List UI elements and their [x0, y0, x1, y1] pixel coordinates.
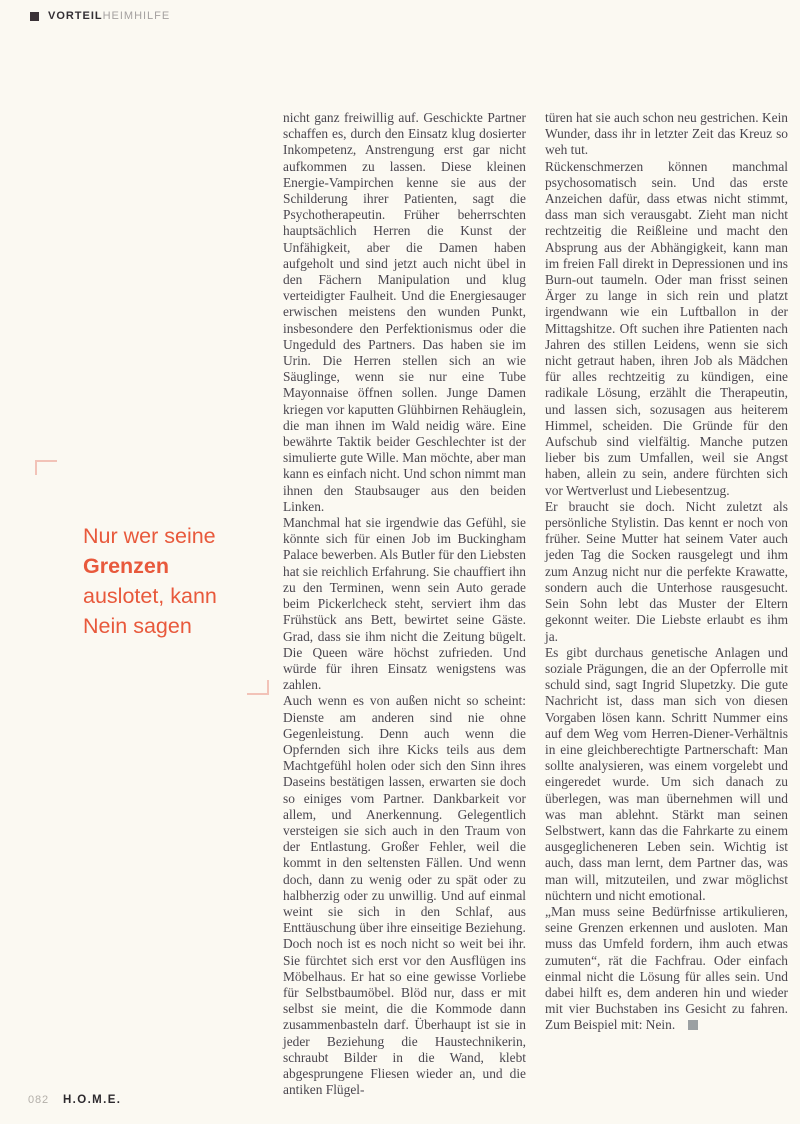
text-column-1: [283, 110, 526, 1098]
page-footer: [28, 1094, 121, 1106]
end-of-article-icon: [688, 1020, 698, 1030]
pull-quote: [83, 521, 273, 641]
header-square-icon: [30, 12, 39, 21]
magazine-title: H.O.M.E.: [63, 1094, 122, 1106]
pull-quote-line-bold: Grenzen: [83, 554, 170, 578]
pull-quote-line: Nur wer seine: [83, 524, 216, 548]
pull-quote-line: auslotet, kann: [83, 584, 217, 608]
page-number: 082: [28, 1094, 49, 1106]
paragraph: Manchmal hat sie irgendwie das Gefühl, sie könnte sich für einen Job im Buckingham Palace bewerben. Als Butler für den Liebsten hat sie reichlich Erfahrung. Sie chauffiert ihn zu den Terminen, wenn sein Auto gerade beim Pickerlcheck steht, serviert ihm das Frühstück ans Bett, bewirtet seine Gäste. Grad, dass sie ihm nicht die Zeitung bügelt. Die Queen wäre höchst zufrieden. Und würde für ihren Einsatz wenigstens was zahlen.: [283, 515, 526, 693]
paragraph: Rückenschmerzen können manchmal psychosomatisch sein. Und das erste Anzeichen dafür, dass etwas nicht stimmt, dass man sich verausgabt. Zieht man nicht rechtzeitig die Reißleine und macht den Absprung aus der Abhängigkeit, kann man im freien Fall direkt in Depressionen und ins Burn-out taumeln. Oder man frisst seinen Ärger zu lange in sich rein und platzt irgendwann wie ein Luftballon in der Mittagshitze. Oft suchen ihre Patienten nach Jahren des stillen Leidens, wenn sie sich nicht getraut haben, ihren Job als Mädchen für alles rechtzeitig zu kündigen, eine radikale Lösung, erzählt die Therapeutin, und lassen sich, sozusagen aus heiterem Himmel, scheiden. Die Gründe für den Aufschub sind vielfältig. Manche putzen lieber bis zum Umfallen, weil sie Angst haben, allein zu sein, andere fürchten sich vor Wertverlust und Liebesentzug.: [545, 158, 788, 498]
paragraph: türen hat sie auch schon neu gestrichen. Kein Wunder, dass ihr in letzter Zeit das Kreuz so weh tut.: [545, 110, 788, 158]
quote-bracket-top-left-icon: [35, 460, 57, 475]
paragraph: nicht ganz freiwillig auf. Geschickte Partner schaffen es, durch den Einsatz klug dosierter Inkompetenz, Anstrengung erst gar nicht aufkommen zu lassen. Diese kleinen Energie-Vampirchen kenne sie aus der Schilderung ihrer Patienten, sagt die Psychotherapeutin. Früher beherrschten hauptsächlich Herren die Kunst der Unfähigkeit, aber die Damen haben aufgeholt und sind jetzt auch nicht übel in den Fächern Manipulation und klug verteidigter Faulheit. Und die Energiesauger erwischen meistens den wunden Punkt, insbesondere den Perfektionismus oder die Ungeduld des Partners. Das haben sie im Urin. Die Herren stellen sich an wie Säuglinge, wenn sie nur eine Tube Mayonnaise öffnen sollen. Junge Damen kriegen vor kaputten Glühbirnen Rehäuglein, die man ihnen im Wald neidig wäre. Eine bewährte Taktik beider Geschlechter ist der simulierte gute Wille. Man möchte, aber man kann es einfach nicht. Und schon nimmt man ihnen den Staubsauger aus den beiden Linken.: [283, 110, 526, 514]
paragraph: Doch noch ist es noch nicht so weit bei ihr. Sie fürchtet sich erst vor den Ausflügen ins Möbelhaus. Er hat so eine gewisse Vorliebe für Selbstbaumöbel. Blöd nur, dass er mit selbst sie meint, die die Kommode dann zusammenbasteln darf. Überhaupt ist sie in jeder Beziehung die Haustechnikerin, schraubt Bilder in die Wand, klebt abgesprungene Fliesen wieder an, und die antiken Flügel-: [283, 936, 526, 1098]
text-column-2: [545, 110, 788, 1034]
quote-bracket-bottom-right-icon: [247, 680, 269, 695]
paragraph: Es gibt durchaus genetische Anlagen und soziale Prägungen, die an der Opferrolle mit schuld sind, sagt Ingrid Slupetzky. Die gute Nachricht ist, dass man sich von diesen Vorgaben lösen kann. Schritt Nummer eins auf dem Weg vom Herren-Diener-Verhältnis in eine gleichberechtigte Partnerschaft: Man sollte analysieren, was einem vorgelebt und eingeredet wurde. Um sich danach zu überlegen, was man übernehmen will und was man ablehnt. Stärkt man seinen Selbstwert, kann das die Fahrkarte zu einem ausgeglicheneren Leben sein. Wichtig ist auch, dass man lernt, dem Partner das, was man will, mitzuteilen, und zwar möglichst nüchtern und nicht emotional.: [545, 644, 788, 903]
pull-quote-line: Nein sagen: [83, 614, 192, 638]
kicker-section-label: VORTEIL: [48, 10, 103, 22]
paragraph: „Man muss seine Bedürfnisse artikulieren, seine Grenzen erkennen und ausloten. Man muss das Umfeld fordern, ihm auch etwas zumuten“, rät die Fachfrau. Oder einfach einmal nicht die Lösung für alles sein. Und dabei hilft es, dem anderen hin und wieder mit vier Buchstaben ins Gesicht zu fahren. Zum Beispiel mit: Nein.: [545, 903, 788, 1033]
paragraph: Auch wenn es von außen nicht so scheint: Dienste am anderen sind nie ohne Gegenleistung. Denn auch wenn die Opfernden sich ihre Kicks teils aus dem Machtgefühl holen oder sich den Sinn ihres Daseins bestätigen lassen, erwarten sie doch so einiges vom Partner. Dankbarkeit vor allem, und Anerkennung. Gelegentlich versteigen sie sich auch in den Traum von der Entlastung. Großer Fehler, weil die kommt in den seltensten Fällen. Und wenn doch, dann zu wenig oder zu spät oder zu halbherzig oder zu unwillig. Und auf einmal weint sie sich in den Schlaf, aus Enttäuschung über ihre einseitige Beziehung.: [283, 693, 526, 936]
paragraph: Er braucht sie doch. Nicht zuletzt als persönliche Stylistin. Das kennt er noch von früher. Seine Mutter hat seinem Vater auch jeden Tag die Socken rausgelegt und ihm zum Anzug nicht nur die perfekte Krawatte, sondern auch die Unterhose rausgesucht. Sein Sohn lebt das Muster der Eltern gekonnt weiter. Die Liebste erlaubt es ihm ja.: [545, 498, 788, 644]
page-header: [30, 11, 170, 22]
kicker-topic-label: HEIMHILFE: [102, 10, 171, 22]
